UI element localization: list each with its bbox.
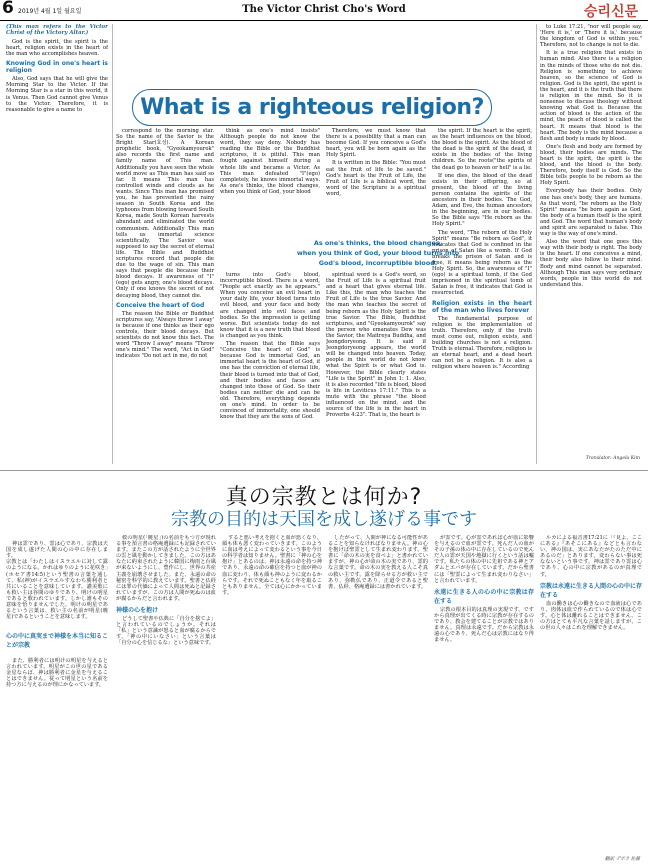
en-column-1 bbox=[6, 24, 108, 464]
jp-column-4 bbox=[328, 535, 428, 861]
paragraph: The word, "The reborn of the Holy Spirit" means "Be reborn as God", it indicates that God is confined in the prison of Satan like a womb. If God breaks the prison of Satan and is free, it means being reborn as the Holy Spirit. So, the awareness of "I"(ego) is a spiritual tomb, if the God imprisoned in the spiritual tomb of Satan is free, it indicates that God is resurrected. bbox=[432, 229, 532, 297]
page-number: 6 bbox=[2, 0, 14, 18]
paragraph: It is written in the Bible: "You must eat the fruit of life to be saved." God's heart is the Fruit of Life, the Fruit of Life is a biblical word, the word of the Scripture is a spiritual word, bbox=[326, 160, 426, 197]
paragraph: think as one's mind insists" Although people do not know the word, they say deny. Nobody has reading the Bible or the Buddhist scriptures, it is pitiful. This man fought against himself during a whole life and became a Victor. As This man defeated "I"(ego) completely, he knows immortal ways. As one's thinks, the blood changes, when you think of God, your blood bbox=[220, 128, 320, 195]
en-column-3-top bbox=[220, 128, 320, 238]
paragraph: Also, God says that he will give the Morning Star to the Victor. If the Morning Star is a star in this world, it is Venus. Then God cannot give Venus to the Victor. Therefore, it is reasonable to give a name to bbox=[6, 76, 108, 113]
newspaper-title: The Victor Christ Cho's Word bbox=[242, 4, 406, 15]
jp-article-subtitle: 宗教の目的は天国を成し遂げる事です bbox=[171, 509, 477, 530]
article-intro: (This man refers to the Victor Christ of the Victory Altar.) bbox=[6, 24, 108, 36]
paragraph: 血の働きは心の働きなので血液は心であり、肉体は血で作られているので体は心です。心と体は離れることはできません。この方はとても平凡な言葉を話しますが、この世の人々はこれを理解できません。 bbox=[540, 600, 642, 632]
paragraph: Everybody has their bodies. Only one has one's body, they are humans. As that word, "be reborn as the Holy Spirit" means "be born again as God, the body of a human itself is the spirit and God. The word that human's body and spirit are separated is false. This way is the way of one's mind. bbox=[540, 188, 642, 238]
paragraph: Also the word that one goes this way with their body is right. The body is the heart. If one conceives a mind, their body also follow to their mind. Body and mind cannot be separated. Although This man says very ordinary words, people in this world do not understand this. bbox=[540, 239, 642, 288]
en-column-2 bbox=[116, 128, 214, 464]
paragraph: Therefore, we must know that there is a possibility that a man can become God. If you conceive a God's heart, you will be born again as the Holy Spirit. bbox=[326, 128, 426, 159]
quote-line: God's blood, incorruptible blood. bbox=[318, 259, 438, 267]
paragraph: 救の明星(「暁星」)の名前をもつ方が現れる事を預言書の格庵遺録にも記録されています。またこの方が話されたように全世界の雲と風を動かしてきました。この方はあなたに約束されたように韓国に梅雨と台風が来ないようにし、豊作にし、世界の共産主義を崩壊させました。また、永遠の命の秘密を科学的に教えています。聖書と仏経には罪の代価によって人間は死ぬと記録されていますが、この方は人間が死ぬのは血が腐るからだと言われます。 bbox=[116, 535, 216, 602]
paragraph: どうして聖書や仏典に「自分を捨てよ」と言われているのでしょうか。それは「私」という意識が怒ると血が腐るからです。「神の中にいなさい」という言葉は「自分の心を信じるな」という意味です。 bbox=[116, 616, 216, 647]
page-header bbox=[0, 0, 648, 21]
quote-line: when you think of God, your blood turns into bbox=[296, 249, 460, 257]
paragraph: The reason the Bible or Buddhist scriptures say, 'Always throw I away' is because if one thinks as their ego controls, their blood decays. But scientists do not know this fact. The word "Throw I away" means "Throw one's mind." The word, "Act in God" indicates "Do not act in me, do not bbox=[116, 310, 214, 360]
section-rule bbox=[0, 470, 648, 471]
section-heading: 心の中に真実まで神様を本当に知ることが宗教 bbox=[6, 633, 108, 650]
en-column-6 bbox=[540, 24, 642, 454]
newspaper-korean-title: 승리신문 bbox=[583, 4, 638, 20]
jp-column-2 bbox=[116, 535, 216, 861]
section-heading: Religion exists in the heart of the man who lives forever bbox=[432, 299, 532, 314]
jp-column-6 bbox=[540, 535, 642, 853]
translator-credit: Translator: Angela Kim bbox=[585, 456, 640, 461]
paragraph: が霊です。心が霊であれば心が血に影響を与えるので血が霊です。死んだ人の血がその子孫の体の中に存在しているので死んだ人の霊が天国や地獄に行くという話は嘘です。私たちの体の中に先祖である神とアダムとエバが存在しています。だから聖書には「聖霊によって生まれ変わりなさい」と言われています。 bbox=[434, 535, 534, 584]
column-divider bbox=[536, 24, 537, 464]
quote-line: As one's thinks, the blood changes, bbox=[313, 239, 443, 247]
paragraph: したがって、人間が神になる可能性があることを知らなければなりません。神の心を抱けば聖霊として生まれ変わります。聖書に「命の木の実を食べよ」と書かれていますが、神の心が命の木の実であり、霊的な言葉です。命の木の実を教える人こそ真の救い主です。露を降らせる方が救い主であり、弥勒仏であり、正道令であると聖書、仏経、格庵遺録には書かれています。 bbox=[328, 535, 428, 590]
column-divider bbox=[112, 24, 113, 464]
jp-translator-credit: 翻訳 デボラ 佐藤 bbox=[604, 857, 640, 862]
en-column-4-top bbox=[326, 128, 426, 238]
section-heading: 宗教は永遠に生きる人間の心の中に存在する bbox=[540, 582, 642, 599]
en-column-4-bottom bbox=[326, 272, 426, 464]
paragraph: The reason that the Bible says "Conceive the heart of God" is because God is immortal God, an immortal heart is the heart of God, if one has the conviction of eternal life, their blood is turned into that of God, and their bodies and faces are changed into those of God. So their bodies can neither die and can be old. Therefore, everything depends on one's mind. In order to be convinced of immortality, one should know that they are the sons of God. bbox=[220, 341, 320, 421]
paragraph: 神は霊であり、霊は心であり、宗教は天国を成し遂げた人間の心の中に存在します。 宗教とは「わたしはイスラエルに対して露のようになる。かれはゆりのように花咲き」(ホセア書14:5)という聖書の言葉を通して、私(神)がイスラエルすなわち勝利者と共にいることを意味しています。讃美歌にも救い主は谷間のゆりであり、明けの明星であると歌われています。しかし誰もその意味を悟りませんでした。明けの明星であるという言葉は、救い主の名前が明星(暁星)であるということを意味します。 bbox=[6, 541, 108, 621]
en-column-3-bottom bbox=[220, 272, 320, 464]
paragraph: spiritual word is a God's word, so the Fruit of Life is a spiritual fruit and a heart that gives eternal life. Like this, the man who teaches the Fruit of Life is the true Savior. And the man who teaches the secret of being reborn as the Holy Spirit is the true Savior. The Bible, Buddhist scriptures, and "Gyeokamyourok" say the person who emanates Dew was the Savior, the Maitreya Buddha, and Jeongdoryeong. It is said if Jeongdoryeong appears, the world will be changed into heaven. Today, people in this world do not know what the Spirit is or what God is. However, the Bible clearly states "Life is the Spirit" in John 1: 1. Also, it is also recorded "life is blood, blood is life in Leviticus 17:11." This is a mute with the phrase "the blood influenced on the mind, and the source of the life is in the heart in Proverbs 4:23". That is, the heart is bbox=[326, 272, 426, 419]
section-heading: 永遠に生きる人の心の中に宗教は存在する bbox=[434, 588, 534, 605]
paragraph: the spirit. If the heart is the spirit, as the heart influences on the blood, the blood is the spirit. As the blood of the dead is the spirit of the dead, it exists in the bodies of the living children. So the roots("the spirits of the dead go to heaven or hell" is a lie. bbox=[432, 128, 532, 171]
paragraph: turns into God's blood, incorruptible blood. There is a word, "People act exactly as he appears." When you conceive an evil heart in your daily life, your blood turns into evil blood, and your face and body are changed into evil faces and bodies. So the impression is getting worse. But scientists today do not know that it is a new truth that blood is changed as you think. bbox=[220, 272, 320, 339]
section-heading: Knowing God in one's heart is religion bbox=[6, 60, 108, 75]
paragraph: 宗教の根本目的は真理の実現です。ですから真理が出てくる時に宗教が存在するのであり、教会を建てることが宗教ではありません。真理は永遠です。だから宗教は永遠の心であり、死んだ心は宗教にはなり得ません。 bbox=[434, 606, 534, 644]
jp-column-3 bbox=[222, 535, 322, 861]
paragraph: One's flesh and body are formed by blood, their bodies are minds. The heart is the spirit, the spirit is the blood, and the blood is the body. Therefore, body itself is God. So the Bible tells people to be reborn as the Holy Spirit. bbox=[540, 143, 642, 187]
jp-article-title: 真の宗教とは何か? bbox=[225, 485, 423, 510]
paragraph: God is the spirit, the spirit is the heart, religion exists in the heart of the man who accomplishes heaven. bbox=[6, 39, 108, 58]
paragraph: The fundamental purpose of religion is the implementation of truth. Therefore, only if the truth must come out, religion exists, and building churches is not a religion. Truth is eternal. Therefore, religion is an eternal heart, and a dead heart can not be a religion. It is also a religion where heaven is." According bbox=[432, 315, 532, 371]
article-title: What is a righteous religion? bbox=[132, 89, 492, 126]
paragraph: ルカによる福音書17:21に「『見よ、ここにある』『あそこにある』などとも言わない。神の国は、実にあなたがたのただ中にあるのだ」とあります。変わらない事は死なないという事です。神は霊であり霊は心であり、心の中に宗教があるのが真理です。 bbox=[540, 535, 642, 578]
en-column-5 bbox=[432, 128, 532, 464]
paragraph: It is a true religion that exists in human mind. Also there is a religion in the minds of those who do not die. Religion is something to achieve heaven, so the science of God is religion. God is the spirit, the spirit is the heart, and it is the truth that there is religion in the mind. So it is nonsense to discuss theology without knowing what God is. Because the action of blood is the action of the mind, the peach of blood is called the heart. It means that blood is the heart. The body is the mind because a flesh and body is made by blood. bbox=[540, 50, 642, 142]
issue-date: 2019년 4월 1일 월요일 bbox=[18, 8, 82, 15]
paragraph: また、勝利者には明けの明星を与えると言われています。明星がこの世の星である金星ならば、神は勝利者に金星を与えることはできません。従って明星という名前を持つ方に与えるのが理にかなっています。 bbox=[6, 657, 108, 688]
paragraph: to Luke 17:21, "nor will people say, 'Here it is,' or 'There it is,' because the kingdom of God is within you." Therefore, not to change is not to die. bbox=[540, 24, 642, 49]
paragraph: correspond to the morning star. So the name of the Savior is the Bright Star(효성). A Korean prophetic book, "Gyeokamyourok" also records the first name and family name of This man. Additionally you have seen the whole world move as This man has said so far. It means This man has controlled winds and clouds as he wants. Since This man has promised you, he has prevented the rainy season in South Korea and the typhoons from blowing toward South Korea, made South Korean harvests abundant and eliminated the world communism. Additionally This man tells us immortal science scientifically. The Savior was supposed to say the secret of eternal life. The Bible and Buddhist scriptures record that people die due to the wage of sin. This man says that people die because their blood decays. If awareness of "I"(ego) gets angry, one's blood decays. Only if one knows the secret of not decaying blood, they cannot die. bbox=[116, 128, 214, 299]
section-heading: 神様の心を抱け bbox=[116, 607, 159, 615]
jp-column-5 bbox=[434, 535, 534, 861]
jp-column-1 bbox=[6, 535, 108, 861]
section-heading: Conceive the heart of God bbox=[116, 301, 205, 309]
paragraph: すると悪い考えを抱くと血が悪くなり、顔も体も悪く変わっていきます。このように血は考えによって変わるという事を今日の科学者は知りません。聖書に「神の心を抱け」とあるのは、神は永遠の命を持つ神であり、永遠の命の確信を持つと血が神の血に変わり、体も顔も神のように変わるからです。それで死ぬこともなく年を取ることもありません。全ては心にかかっています。 bbox=[222, 535, 322, 596]
paragraph: If one dies, the blood of the dead exists in their offspring, so at present, the blood of the living person contains the spirits of the ancestors in their bodies. The God, Adam, and Eve, the human ancestors in the beginning, are in our bodies. So the Bible says "He reborn as the Holy Spirit." bbox=[432, 172, 532, 228]
